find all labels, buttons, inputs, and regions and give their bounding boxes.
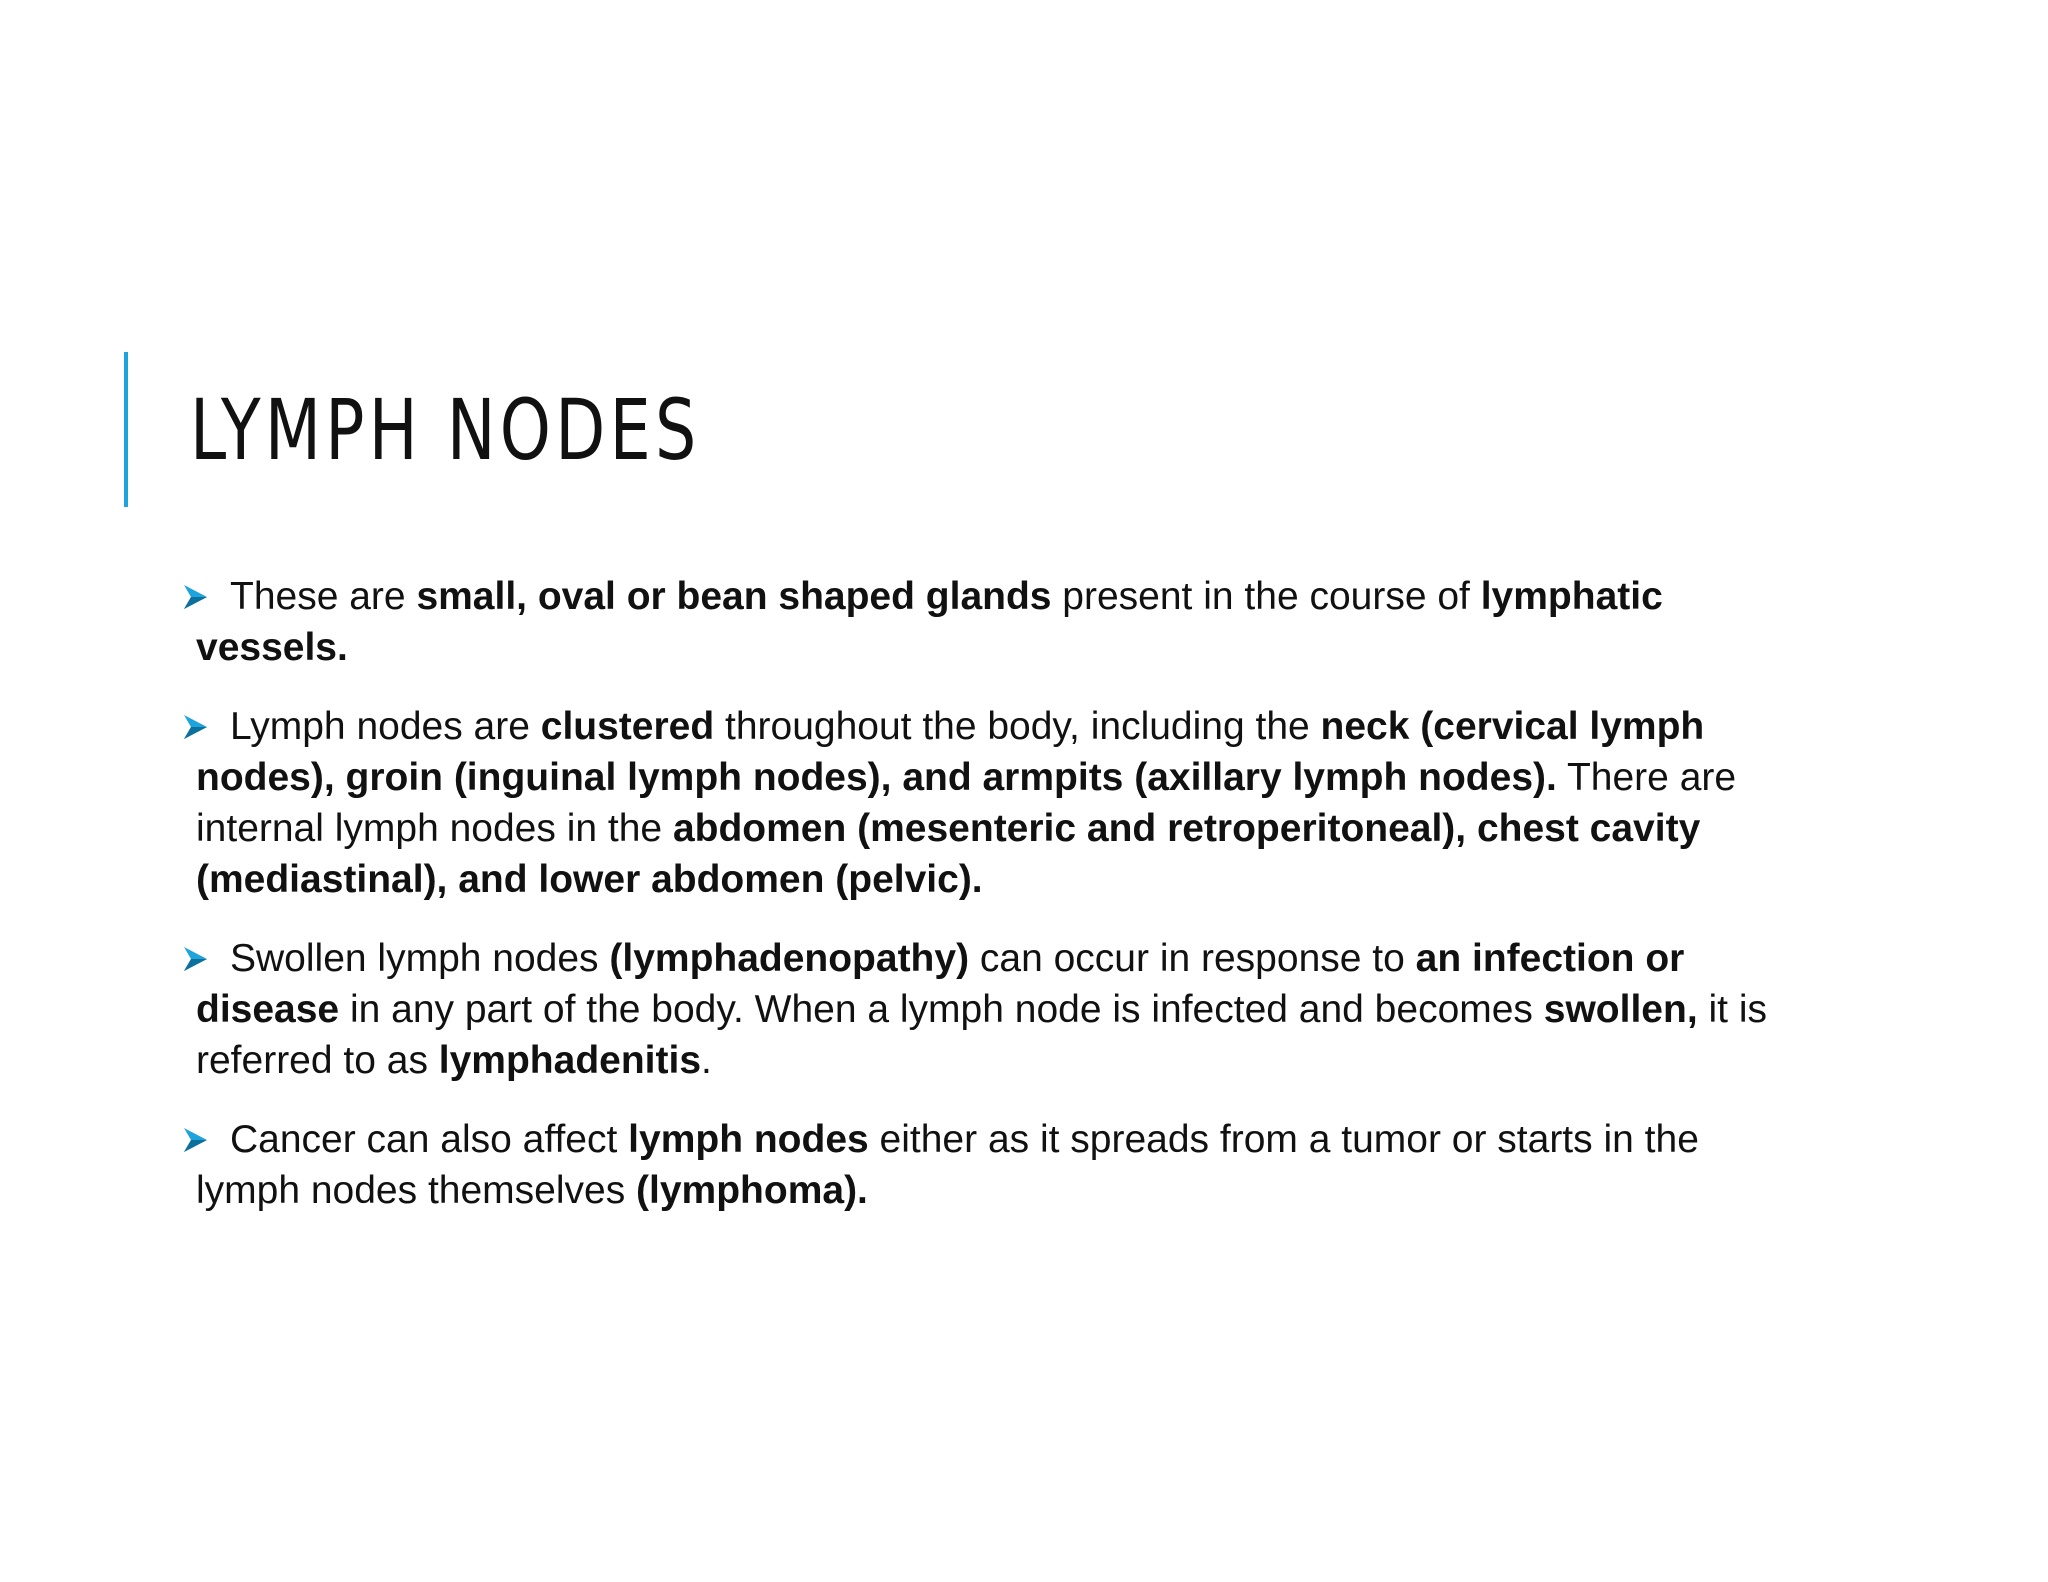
text-run: Cancer can also affect — [230, 1118, 629, 1161]
text-run: present in the course of — [1051, 575, 1481, 618]
text-run: in any part of the body. When a lymph node is infected and becomes — [339, 988, 1544, 1031]
list-item — [182, 701, 1802, 905]
bullet-text — [196, 701, 1802, 905]
list-item — [182, 933, 1802, 1086]
bold-text-run: neck (cervical lymph nodes), groin (inguinal lymph nodes), and armpits (axillary lymph nodes). — [196, 705, 1705, 799]
text-run: throughout the body, including the — [714, 705, 1321, 748]
arrowhead-bullet-icon — [182, 946, 208, 972]
arrowhead-bullet-icon — [182, 714, 208, 740]
text-run: either as it spreads from a tumor or starts in the lymph nodes themselves — [196, 1118, 1699, 1212]
bullet-text — [196, 1114, 1802, 1216]
slide-title: LYMPH NODES — [190, 381, 701, 479]
bold-text-run: (lymphoma). — [636, 1169, 868, 1212]
text-run: . — [701, 1039, 712, 1082]
text-run: Lymph nodes are — [230, 705, 541, 748]
bold-text-run: swollen, — [1543, 988, 1698, 1031]
bold-text-run: lymphatic vessels. — [196, 575, 1663, 669]
text-run: it is referred to as — [196, 988, 1767, 1082]
title-accent-bar — [124, 352, 128, 507]
bullet-text — [196, 933, 1802, 1086]
text-run: There are internal lymph nodes in the — [196, 756, 1737, 850]
bold-text-run: an infection or disease — [196, 937, 1685, 1031]
bold-text-run: abdomen (mesenteric and retroperitoneal), chest cavity (mediastinal), and lower abdomen (pelvic). — [196, 807, 1701, 901]
arrowhead-bullet-icon — [182, 584, 208, 610]
list-item — [182, 571, 1802, 673]
bold-text-run: lymph nodes — [628, 1118, 869, 1161]
list-item — [182, 1114, 1802, 1216]
text-run: Swollen lymph nodes — [230, 937, 610, 980]
bullet-list — [182, 571, 1802, 1244]
bold-text-run: lymphadenitis — [438, 1039, 702, 1082]
bold-text-run: small, oval or bean shaped glands — [416, 575, 1052, 618]
bold-text-run: (lymphadenopathy) — [609, 937, 970, 980]
text-run: These are — [230, 575, 417, 618]
bold-text-run: clustered — [540, 705, 715, 748]
arrowhead-bullet-icon — [182, 1127, 208, 1153]
bullet-text — [196, 571, 1802, 673]
text-run: can occur in response to — [969, 937, 1416, 980]
